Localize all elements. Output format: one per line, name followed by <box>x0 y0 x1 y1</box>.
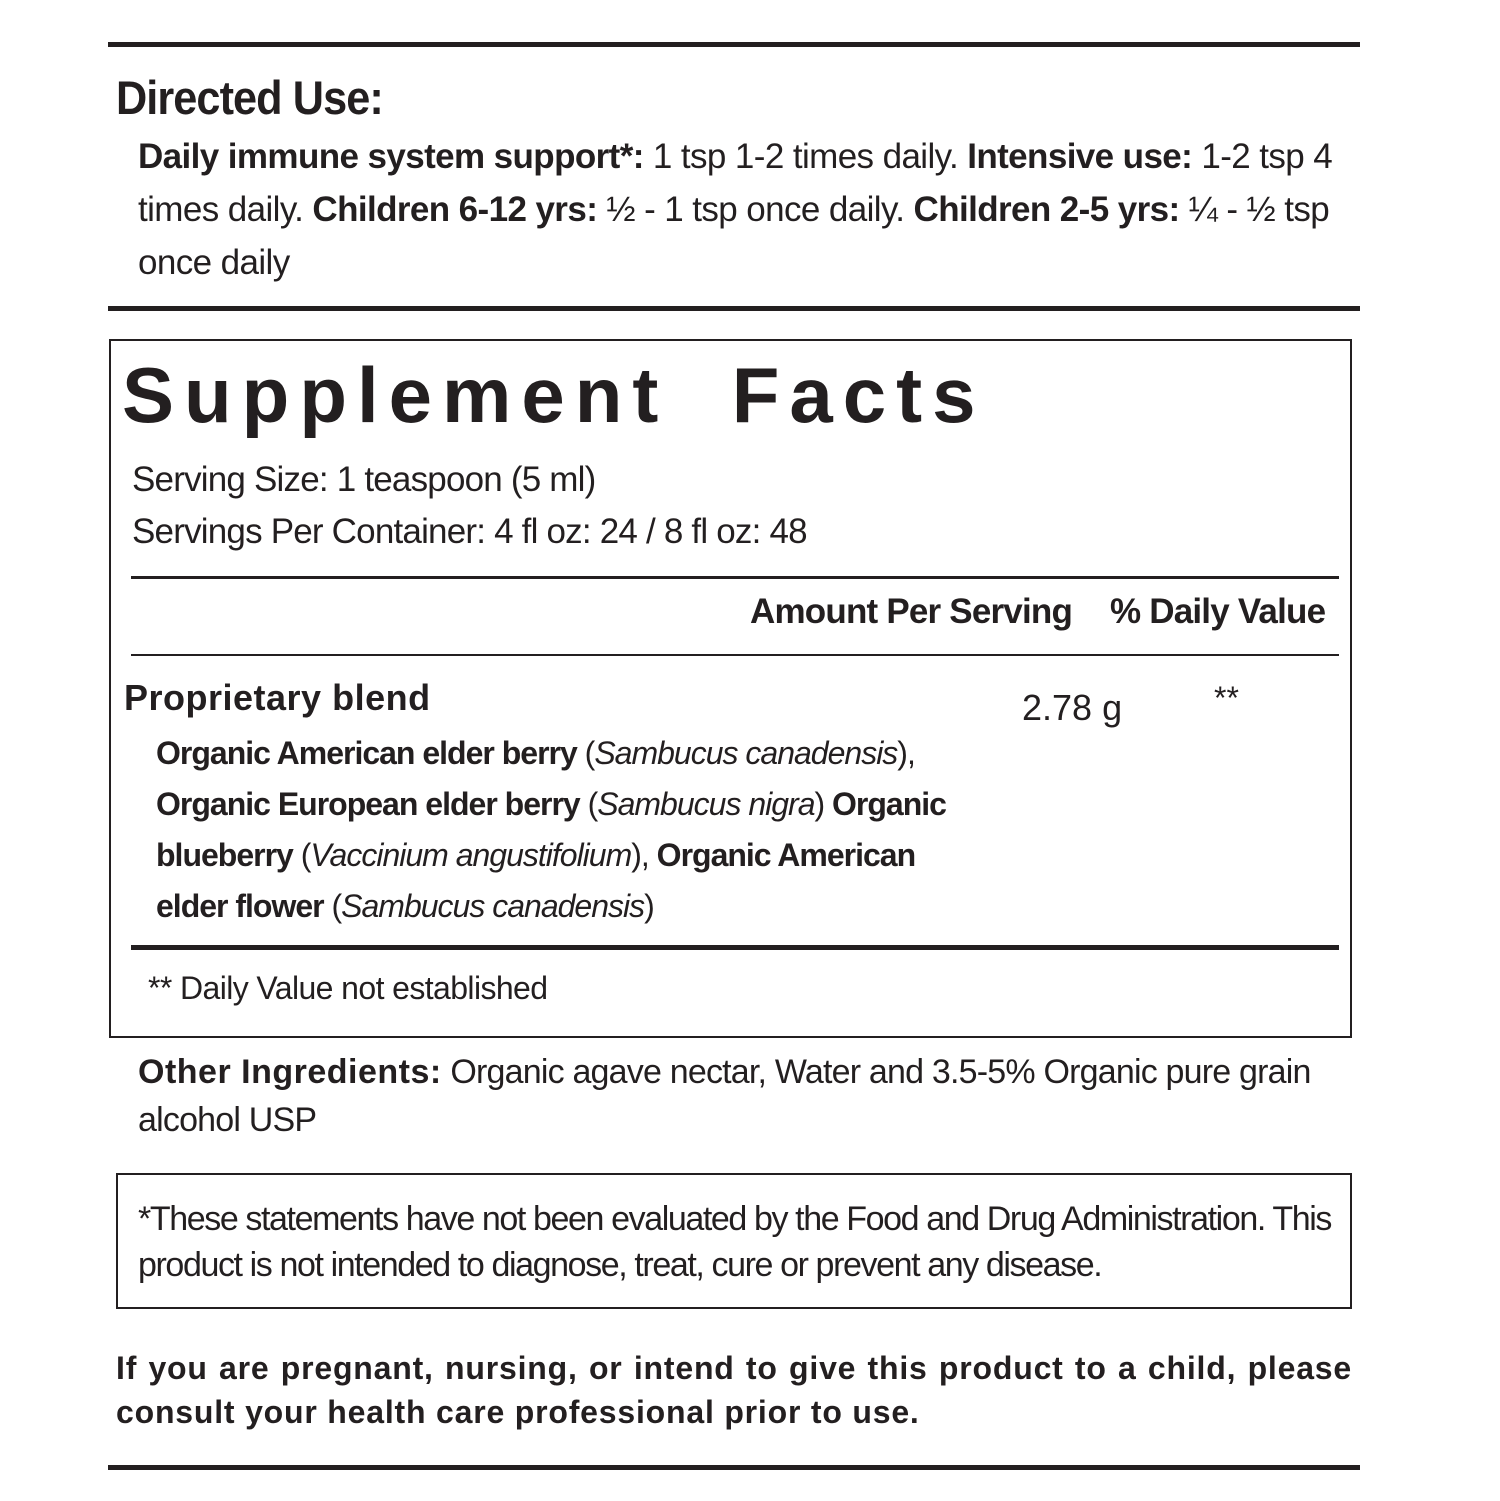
amount-per-serving-header: Amount Per Serving <box>750 592 1073 631</box>
facts-divider-header <box>131 654 1339 656</box>
ingredient-item: Organic blueberry (Vaccinium angustifolium), <box>156 786 946 873</box>
daily-value-footnote: ** Daily Value not established <box>148 970 548 1006</box>
proprietary-blend-amount: 2.78 g <box>1022 687 1123 728</box>
ingredient-item: Organic American elder berry (Sambucus canadensis), <box>156 735 915 771</box>
intensive-use-dose: 1-2 tsp 4 times daily. <box>138 137 1333 229</box>
facts-divider-bottom <box>131 945 1339 950</box>
ingredient-name: Organic American elder berry <box>156 735 577 771</box>
ingredient-latin: Sambucus canadensis <box>341 888 645 924</box>
children-2-5-dose: ¼ - ½ tsp once daily <box>138 190 1330 282</box>
ingredient-latin: Sambucus nigra <box>597 786 815 822</box>
children-6-12-label: Children 6-12 yrs: <box>312 190 598 229</box>
blend-ingredients <box>156 728 986 932</box>
pregnancy-warning: If you are pregnant, nursing, or intend to give this product to a child, please consult your health care professional prior to use. <box>116 1350 1352 1430</box>
other-ingredients-text: Organic agave nectar, Water and 3.5-5% Organic pure grain alcohol USP <box>138 1053 1311 1139</box>
supplement-facts-title: Supplement Facts <box>122 351 986 439</box>
directed-use-text <box>138 130 1368 289</box>
proprietary-blend-daily-value: ** <box>1214 680 1239 716</box>
serving-size: Serving Size: 1 teaspoon (5 ml) <box>132 460 596 499</box>
top-divider <box>108 42 1360 47</box>
section-divider <box>108 306 1360 311</box>
facts-divider-top <box>131 576 1339 579</box>
ingredient-latin: Vaccinium angustifolium <box>310 837 632 873</box>
bottom-divider <box>108 1465 1360 1470</box>
ingredient-name: Organic blueberry <box>156 786 946 873</box>
intensive-use-label: Intensive use: <box>967 137 1193 176</box>
ingredient-name: Organic European elder berry <box>156 786 580 822</box>
children-2-5-label: Children 2-5 yrs: <box>913 190 1180 229</box>
ingredient-item: Organic American elder flower (Sambucus canadensis) <box>156 837 916 924</box>
daily-value-header: % Daily Value <box>1110 592 1326 631</box>
other-ingredients-label: Other Ingredients: <box>138 1053 442 1091</box>
ingredient-separator: , <box>906 735 915 771</box>
other-ingredients <box>138 1048 1358 1144</box>
ingredient-separator <box>824 786 832 822</box>
ingredient-item: Organic European elder berry (Sambucus nigra) <box>156 786 832 822</box>
ingredient-latin: Sambucus canadensis <box>594 735 898 771</box>
servings-per-container: Servings Per Container: 4 fl oz: 24 / 8 fl oz: 48 <box>132 512 807 551</box>
ingredient-name: Organic American elder flower <box>156 837 916 924</box>
daily-support-dose: 1 tsp 1-2 times daily. <box>643 137 968 176</box>
ingredient-separator: , <box>640 837 657 873</box>
proprietary-blend-name: Proprietary blend <box>124 677 431 718</box>
daily-support-label: Daily immune system support*: <box>138 137 644 176</box>
fda-disclaimer-text: *These statements have not been evaluated by the Food and Drug Administration. This product is not intended to diagnose, treat, cure or prevent any disease. <box>138 1200 1331 1284</box>
directed-use-title: Directed Use: <box>116 71 383 124</box>
children-6-12-dose: ½ - 1 tsp once daily. <box>597 190 914 229</box>
